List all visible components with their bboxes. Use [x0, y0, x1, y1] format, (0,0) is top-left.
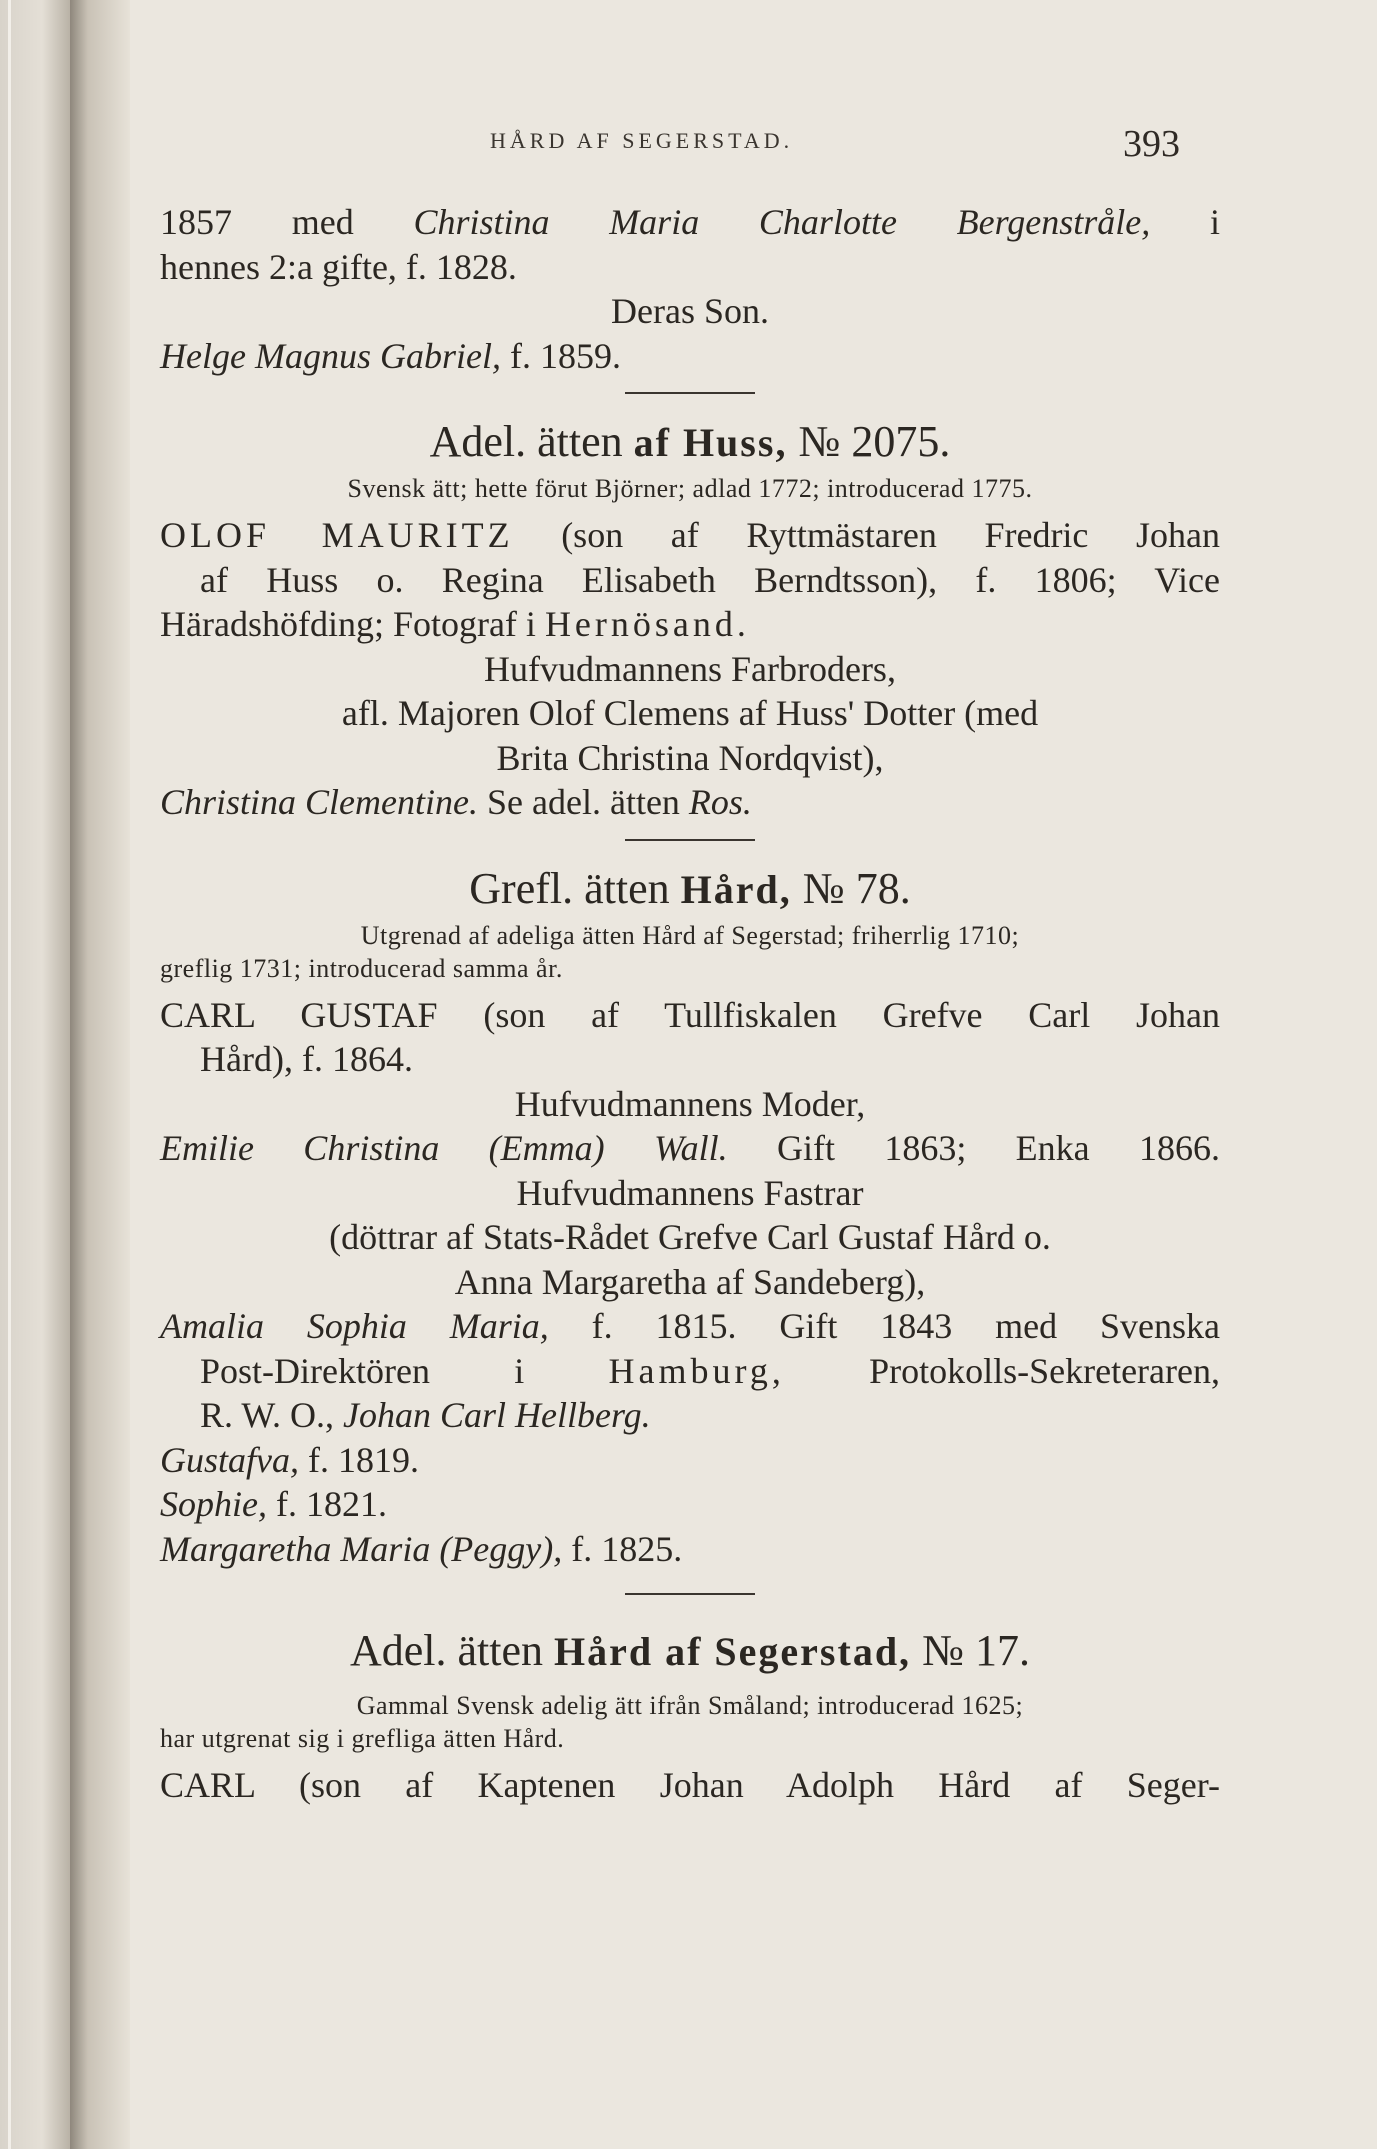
heading-text: Adel. ätten: [429, 417, 634, 466]
text-line: Brita Christina Nordqvist),: [496, 737, 884, 778]
book-gutter: [70, 0, 130, 2149]
page-header: [360, 122, 1180, 165]
text-line: [160, 780, 1220, 825]
text-line: [160, 1482, 1220, 1527]
heading-number: № 78.: [791, 863, 911, 913]
text-line: [160, 1304, 1220, 1349]
place-name: Hamburg,: [608, 1350, 785, 1391]
heading-number: № 2075.: [787, 417, 951, 466]
text-span: f. 1815. Gift 1843 med Svenska: [548, 1306, 1220, 1346]
text-line: hennes 2:a gifte, f. 1828.: [160, 246, 517, 287]
name-italic: Helge Magnus Gabriel,: [160, 335, 501, 376]
name-italic: Sophie,: [160, 1484, 267, 1524]
text-span: f. 1819.: [299, 1439, 419, 1480]
text-span: 1857 med: [160, 202, 414, 242]
section-label: Hufvudmannens Farbroders,: [484, 648, 896, 689]
family-heading-hard-af-segerstad: [160, 1621, 1220, 1681]
page-body: [160, 200, 1220, 1808]
text-line: [160, 1438, 1220, 1483]
previous-page-edge: [0, 0, 70, 2149]
name-italic: Christina Maria Charlotte Bergenstråle,: [413, 202, 1151, 242]
text-span: f. 1821.: [266, 1484, 387, 1524]
heading-text: Adel. ätten: [349, 1626, 554, 1675]
family-heading-huss: [160, 412, 1220, 472]
name-italic: Margaretha Maria (Peggy),: [160, 1528, 563, 1569]
text-line: [160, 513, 1220, 558]
family-note: Gammal Svensk adelig ätt ifrån Småland; introducerad 1625;: [356, 1691, 1024, 1720]
text-span: Post-Direktören i: [200, 1350, 609, 1391]
name-italic: Ros.: [688, 782, 752, 822]
running-head: HÅRD AF SEGERSTAD.: [490, 128, 794, 153]
text-line: af Huss o. Regina Elisabeth Berndtsson), f. 1806; Vice: [200, 559, 1220, 600]
text-span: Se adel. ätten: [478, 782, 689, 822]
text-span: i: [1150, 202, 1221, 242]
text-line: Hård), f. 1864.: [200, 1039, 413, 1079]
text-line: [160, 1126, 1220, 1171]
text-line: CARL (son af Kaptenen Johan Adolph Hård af Seger-: [160, 1765, 1220, 1805]
family-note: har utgrenat sig i grefliga ätten Hård.: [160, 1724, 565, 1753]
section-label: Hufvudmannens Fastrar: [516, 1172, 864, 1213]
text-span: (son af Ryttmästaren Fredric Johan: [513, 515, 1220, 555]
text-line: Anna Margaretha af Sandeberg),: [454, 1261, 926, 1302]
section-label: Hufvudmannens Moder,: [514, 1083, 866, 1124]
text-line: afl. Majoren Olof Clemens af Huss' Dotter (med: [341, 693, 1039, 733]
page-number: 393: [1123, 123, 1180, 165]
family-note: Svensk ätt; hette förut Björner; adlad 1772; introducerad 1775.: [347, 474, 1033, 503]
text-span: f. 1825.: [562, 1528, 683, 1569]
section-rule: [625, 392, 755, 394]
heading-text: Grefl. ätten: [469, 863, 681, 913]
text-span: R. W. O.,: [200, 1395, 344, 1435]
text-span: Gift 1863; Enka 1866.: [727, 1128, 1220, 1168]
heading-family-name: af Huss,: [633, 420, 788, 465]
family-heading-hard: [160, 859, 1220, 919]
text-span: Häradshöfding; Fotograf i: [160, 604, 545, 644]
text-line: CARL GUSTAF (son af Tullfiskalen Grefve Carl Johan: [160, 994, 1220, 1035]
family-note: greflig 1731; introducerad samma år.: [160, 953, 563, 983]
section-label: Deras Son.: [611, 291, 769, 331]
place-name: Hernösand.: [544, 604, 750, 644]
text-line: (döttrar af Stats-Rådet Grefve Carl Gustaf Hård o.: [329, 1217, 1051, 1257]
heading-family-name: Hård,: [680, 866, 792, 912]
text-span: Protokolls-Sekreteraren,: [784, 1350, 1220, 1391]
name-italic: Amalia Sophia Maria,: [160, 1306, 549, 1346]
text-line: [160, 1393, 1220, 1438]
text-line: [160, 1349, 1220, 1394]
heading-family-name: Hård af Segerstad,: [553, 1629, 912, 1674]
section-rule: [625, 839, 755, 841]
page-edge-highlight: [8, 0, 11, 2149]
heading-number: № 17.: [911, 1626, 1031, 1675]
family-note: Utgrenad af adeliga ätten Hård af Segerstad; friherrlig 1710;: [360, 920, 1020, 950]
name-italic: Christina Clementine.: [160, 782, 478, 822]
text-line: [160, 602, 1220, 647]
text-line: [160, 334, 1220, 379]
name-italic: Gustafva,: [160, 1439, 299, 1480]
text-line: [160, 200, 1220, 245]
head-name: OLOF MAURITZ: [160, 515, 514, 555]
name-italic: Johan Carl Hellberg.: [343, 1395, 651, 1435]
text-line: [160, 1527, 1220, 1572]
section-rule: [625, 1593, 755, 1595]
text-span: f. 1859.: [500, 335, 621, 376]
name-italic: Emilie Christina (Emma) Wall.: [160, 1128, 728, 1168]
